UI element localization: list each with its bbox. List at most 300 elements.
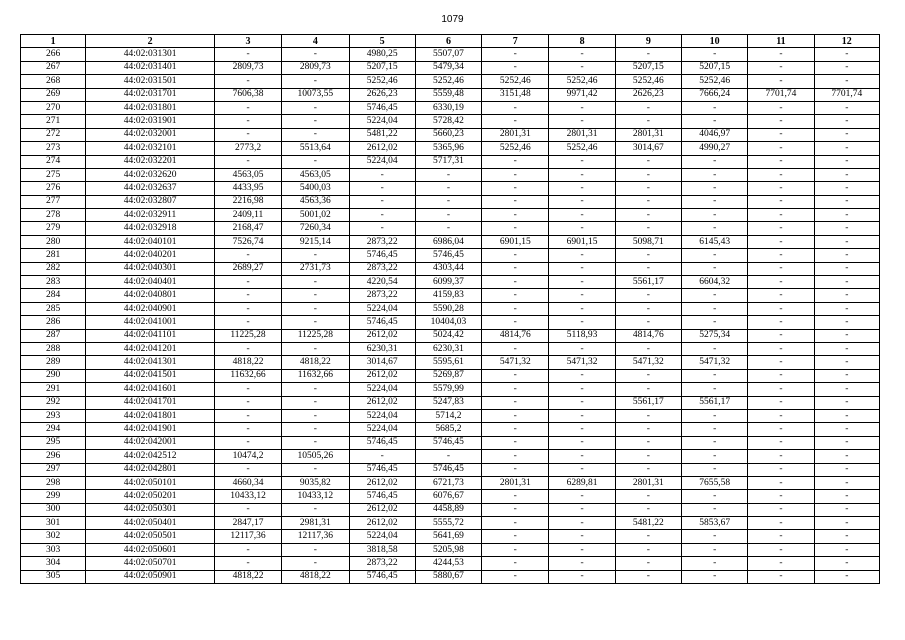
table-cell: 285 bbox=[21, 302, 86, 315]
table-cell: 300 bbox=[21, 503, 86, 516]
table-row bbox=[21, 249, 880, 262]
table-cell: 44:02:032807 bbox=[86, 195, 215, 208]
table-cell: 5481,22 bbox=[615, 517, 681, 530]
table-cell: - bbox=[482, 463, 549, 476]
table-cell: 44:02:041601 bbox=[86, 383, 215, 396]
table-cell: 44:02:031501 bbox=[86, 75, 215, 88]
table-cell: 277 bbox=[21, 195, 86, 208]
table-cell: 12117,36 bbox=[282, 530, 349, 543]
table-cell: 5224,04 bbox=[349, 530, 415, 543]
table-row bbox=[21, 342, 880, 355]
table-cell: - bbox=[282, 463, 349, 476]
table-cell: 2873,22 bbox=[349, 557, 415, 570]
table-cell: - bbox=[214, 289, 281, 302]
table-cell: 44:02:050501 bbox=[86, 530, 215, 543]
table-cell: - bbox=[814, 383, 879, 396]
table-cell: 44:02:050301 bbox=[86, 503, 215, 516]
table-cell: 4046,97 bbox=[682, 128, 748, 141]
table-cell: - bbox=[482, 342, 549, 355]
table-row bbox=[21, 222, 880, 235]
table-cell: - bbox=[482, 249, 549, 262]
table-cell: - bbox=[282, 155, 349, 168]
table-row bbox=[21, 530, 880, 543]
table-cell: 44:02:041801 bbox=[86, 409, 215, 422]
table-cell: 5252,46 bbox=[549, 75, 615, 88]
table-row bbox=[21, 570, 880, 583]
table-cell: 280 bbox=[21, 235, 86, 248]
table-cell: - bbox=[748, 195, 814, 208]
table-cell: 5247,83 bbox=[415, 396, 481, 409]
table-cell: - bbox=[748, 342, 814, 355]
data-table bbox=[20, 34, 880, 584]
table-cell: - bbox=[814, 75, 879, 88]
table-cell: - bbox=[549, 436, 615, 449]
table-cell: - bbox=[748, 276, 814, 289]
table-cell: 2626,23 bbox=[615, 88, 681, 101]
table-cell: 44:02:040301 bbox=[86, 262, 215, 275]
table-row bbox=[21, 195, 880, 208]
table-cell: - bbox=[282, 75, 349, 88]
table-cell: - bbox=[615, 369, 681, 382]
table-cell: - bbox=[482, 209, 549, 222]
table-cell: - bbox=[549, 530, 615, 543]
table-cell: - bbox=[482, 302, 549, 315]
table-cell: 2612,02 bbox=[349, 503, 415, 516]
table-cell: 44:02:042512 bbox=[86, 450, 215, 463]
table-cell: 4563,05 bbox=[282, 168, 349, 181]
table-cell: - bbox=[814, 235, 879, 248]
table-cell: - bbox=[748, 289, 814, 302]
table-cell: - bbox=[682, 423, 748, 436]
table-cell: 5224,04 bbox=[349, 409, 415, 422]
table-cell: 4660,34 bbox=[214, 476, 281, 489]
table-cell: 269 bbox=[21, 88, 86, 101]
table-cell: - bbox=[282, 557, 349, 570]
table-cell: - bbox=[748, 463, 814, 476]
table-cell: - bbox=[682, 530, 748, 543]
table-cell: - bbox=[415, 222, 481, 235]
table-row bbox=[21, 490, 880, 503]
table-cell: 6145,43 bbox=[682, 235, 748, 248]
table-cell: - bbox=[482, 262, 549, 275]
table-cell: 5561,17 bbox=[615, 396, 681, 409]
table-cell: 289 bbox=[21, 356, 86, 369]
table-cell: 5579,99 bbox=[415, 383, 481, 396]
table-cell: - bbox=[482, 182, 549, 195]
table-cell: - bbox=[814, 530, 879, 543]
table-cell: 273 bbox=[21, 142, 86, 155]
table-row bbox=[21, 61, 880, 74]
table-cell: - bbox=[482, 168, 549, 181]
table-cell: 2801,31 bbox=[615, 476, 681, 489]
table-cell: - bbox=[814, 409, 879, 422]
table-cell: - bbox=[748, 557, 814, 570]
table-cell: - bbox=[814, 463, 879, 476]
table-cell: 305 bbox=[21, 570, 86, 583]
table-cell: - bbox=[482, 409, 549, 422]
table-row bbox=[21, 209, 880, 222]
table-cell: 2873,22 bbox=[349, 289, 415, 302]
table-cell: - bbox=[549, 503, 615, 516]
table-cell: - bbox=[615, 436, 681, 449]
table-cell: 6230,31 bbox=[349, 342, 415, 355]
table-cell: 286 bbox=[21, 316, 86, 329]
table-cell: - bbox=[214, 383, 281, 396]
table-cell: 5224,04 bbox=[349, 155, 415, 168]
table-cell: - bbox=[549, 302, 615, 315]
table-cell: - bbox=[814, 570, 879, 583]
table-cell: - bbox=[549, 155, 615, 168]
table-cell: - bbox=[549, 342, 615, 355]
table-cell: - bbox=[814, 476, 879, 489]
table-cell: - bbox=[748, 302, 814, 315]
column-header: 4 bbox=[282, 35, 349, 48]
table-cell: - bbox=[748, 48, 814, 61]
table-cell: - bbox=[814, 342, 879, 355]
table-cell: - bbox=[748, 61, 814, 74]
table-cell: - bbox=[615, 302, 681, 315]
table-cell: 11632,66 bbox=[214, 369, 281, 382]
table-cell: - bbox=[482, 383, 549, 396]
table-cell: 5252,46 bbox=[482, 75, 549, 88]
table-cell: - bbox=[549, 182, 615, 195]
table-cell: 5118,93 bbox=[549, 329, 615, 342]
table-cell: - bbox=[549, 276, 615, 289]
column-header: 9 bbox=[615, 35, 681, 48]
table-cell: - bbox=[748, 222, 814, 235]
table-cell: 4303,44 bbox=[415, 262, 481, 275]
table-cell: - bbox=[748, 182, 814, 195]
table-cell: - bbox=[814, 142, 879, 155]
table-cell: 9035,82 bbox=[282, 476, 349, 489]
table-cell: 4990,27 bbox=[682, 142, 748, 155]
table-cell: 5513,64 bbox=[282, 142, 349, 155]
table-cell: 5685,2 bbox=[415, 423, 481, 436]
table-cell: 5207,15 bbox=[682, 61, 748, 74]
table-cell: 44:02:050101 bbox=[86, 476, 215, 489]
column-header: 2 bbox=[86, 35, 215, 48]
table-cell: 5561,17 bbox=[682, 396, 748, 409]
table-cell: 44:02:042801 bbox=[86, 463, 215, 476]
table-cell: 292 bbox=[21, 396, 86, 409]
table-cell: 5481,22 bbox=[349, 128, 415, 141]
table-cell: - bbox=[615, 316, 681, 329]
table-cell: - bbox=[748, 235, 814, 248]
table-cell: 293 bbox=[21, 409, 86, 422]
table-cell: - bbox=[814, 302, 879, 315]
table-cell: - bbox=[814, 369, 879, 382]
table-cell: - bbox=[549, 168, 615, 181]
table-row bbox=[21, 182, 880, 195]
table-cell: - bbox=[282, 316, 349, 329]
table-cell: 5559,48 bbox=[415, 88, 481, 101]
table-cell: 2626,23 bbox=[349, 88, 415, 101]
table-header-row bbox=[21, 35, 880, 48]
table-cell: - bbox=[682, 490, 748, 503]
table-cell: - bbox=[615, 557, 681, 570]
table-cell: 11632,66 bbox=[282, 369, 349, 382]
table-cell: - bbox=[615, 530, 681, 543]
table-cell: - bbox=[682, 262, 748, 275]
table-cell: - bbox=[682, 316, 748, 329]
table-cell: 5479,34 bbox=[415, 61, 481, 74]
table-cell: - bbox=[282, 115, 349, 128]
table-cell: - bbox=[748, 436, 814, 449]
table-cell: 5746,45 bbox=[349, 463, 415, 476]
table-cell: 44:02:041701 bbox=[86, 396, 215, 409]
table-cell: - bbox=[748, 543, 814, 556]
table-cell: 44:02:041201 bbox=[86, 342, 215, 355]
table-cell: - bbox=[214, 503, 281, 516]
table-cell: - bbox=[748, 249, 814, 262]
table-cell: - bbox=[748, 450, 814, 463]
table-cell: 270 bbox=[21, 101, 86, 114]
table-cell: - bbox=[814, 503, 879, 516]
table-cell: 5001,02 bbox=[282, 209, 349, 222]
table-cell: - bbox=[549, 517, 615, 530]
table-cell: 10433,12 bbox=[282, 490, 349, 503]
table-cell: - bbox=[549, 101, 615, 114]
table-cell: - bbox=[349, 209, 415, 222]
table-row bbox=[21, 517, 880, 530]
table-cell: - bbox=[482, 517, 549, 530]
table-cell: - bbox=[549, 570, 615, 583]
table-cell: - bbox=[615, 262, 681, 275]
table-row bbox=[21, 356, 880, 369]
table-cell: - bbox=[549, 490, 615, 503]
table-cell: 274 bbox=[21, 155, 86, 168]
table-cell: - bbox=[482, 195, 549, 208]
table-cell: - bbox=[349, 222, 415, 235]
table-row bbox=[21, 101, 880, 114]
table-cell: - bbox=[282, 342, 349, 355]
table-cell: 2801,31 bbox=[615, 128, 681, 141]
table-cell: 5275,34 bbox=[682, 329, 748, 342]
table-cell: - bbox=[549, 195, 615, 208]
column-header: 3 bbox=[214, 35, 281, 48]
table-cell: - bbox=[814, 276, 879, 289]
table-cell: - bbox=[482, 543, 549, 556]
table-cell: - bbox=[214, 276, 281, 289]
table-cell: - bbox=[214, 128, 281, 141]
table-cell: - bbox=[415, 182, 481, 195]
table-cell: - bbox=[482, 316, 549, 329]
table-cell: - bbox=[415, 195, 481, 208]
table-cell: - bbox=[814, 262, 879, 275]
table-cell: 5471,32 bbox=[682, 356, 748, 369]
table-cell: - bbox=[615, 570, 681, 583]
table-cell: 2612,02 bbox=[349, 369, 415, 382]
table-cell: - bbox=[282, 101, 349, 114]
column-header: 10 bbox=[682, 35, 748, 48]
table-cell: 267 bbox=[21, 61, 86, 74]
table-cell: - bbox=[549, 249, 615, 262]
table-cell: - bbox=[615, 342, 681, 355]
table-cell: 4814,76 bbox=[615, 329, 681, 342]
table-cell: 44:02:032001 bbox=[86, 128, 215, 141]
table-cell: 44:02:032101 bbox=[86, 142, 215, 155]
table-cell: - bbox=[482, 436, 549, 449]
table-cell: 5269,87 bbox=[415, 369, 481, 382]
table-cell: - bbox=[748, 209, 814, 222]
table-cell: 44:02:032911 bbox=[86, 209, 215, 222]
table-cell: - bbox=[682, 195, 748, 208]
table-cell: 302 bbox=[21, 530, 86, 543]
table-cell: 4563,05 bbox=[214, 168, 281, 181]
table-cell: 4818,22 bbox=[282, 356, 349, 369]
table-cell: - bbox=[549, 369, 615, 382]
table-cell: 5205,98 bbox=[415, 543, 481, 556]
table-cell: 44:02:040801 bbox=[86, 289, 215, 302]
table-cell: - bbox=[814, 61, 879, 74]
table-cell: - bbox=[682, 182, 748, 195]
table-cell: 4980,25 bbox=[349, 48, 415, 61]
table-cell: - bbox=[814, 182, 879, 195]
table-cell: - bbox=[814, 423, 879, 436]
table-cell: - bbox=[615, 209, 681, 222]
table-cell: - bbox=[748, 517, 814, 530]
table-cell: - bbox=[282, 423, 349, 436]
table-cell: - bbox=[748, 168, 814, 181]
table-cell: - bbox=[748, 369, 814, 382]
table-cell: - bbox=[814, 490, 879, 503]
table-cell: 3014,67 bbox=[349, 356, 415, 369]
table-cell: 5224,04 bbox=[349, 383, 415, 396]
table-cell: 6721,73 bbox=[415, 476, 481, 489]
table-cell: 4818,22 bbox=[214, 356, 281, 369]
table-cell: - bbox=[482, 570, 549, 583]
table-cell: 2612,02 bbox=[349, 517, 415, 530]
table-cell: - bbox=[615, 543, 681, 556]
table-cell: - bbox=[814, 209, 879, 222]
table-cell: - bbox=[748, 101, 814, 114]
table-cell: 44:02:050701 bbox=[86, 557, 215, 570]
table-cell: 44:02:040101 bbox=[86, 235, 215, 248]
table-row bbox=[21, 369, 880, 382]
table-cell: 5561,17 bbox=[615, 276, 681, 289]
table-cell: 2801,31 bbox=[482, 476, 549, 489]
table-cell: - bbox=[814, 101, 879, 114]
table-cell: 9971,42 bbox=[549, 88, 615, 101]
table-row bbox=[21, 168, 880, 181]
table-cell: - bbox=[349, 195, 415, 208]
table-cell: - bbox=[282, 409, 349, 422]
table-cell: - bbox=[814, 316, 879, 329]
table-row bbox=[21, 463, 880, 476]
table-cell: - bbox=[482, 396, 549, 409]
table-cell: - bbox=[482, 423, 549, 436]
table-cell: - bbox=[814, 450, 879, 463]
table-cell: 5365,96 bbox=[415, 142, 481, 155]
table-cell: - bbox=[682, 155, 748, 168]
table-cell: 294 bbox=[21, 423, 86, 436]
table-cell: - bbox=[814, 249, 879, 262]
table-cell: - bbox=[748, 570, 814, 583]
table-cell: - bbox=[482, 222, 549, 235]
table-cell: 278 bbox=[21, 209, 86, 222]
table-row bbox=[21, 289, 880, 302]
table-cell: 297 bbox=[21, 463, 86, 476]
table-cell: - bbox=[748, 396, 814, 409]
table-cell: 7701,74 bbox=[748, 88, 814, 101]
table-cell: 5252,46 bbox=[415, 75, 481, 88]
table-row bbox=[21, 142, 880, 155]
table-cell: - bbox=[482, 155, 549, 168]
table-cell: - bbox=[814, 222, 879, 235]
table-cell: 7606,38 bbox=[214, 88, 281, 101]
table-cell: 2773,2 bbox=[214, 142, 281, 155]
table-cell: - bbox=[482, 48, 549, 61]
table-cell: - bbox=[682, 436, 748, 449]
table-cell: 9215,14 bbox=[282, 235, 349, 248]
table-cell: 3014,67 bbox=[615, 142, 681, 155]
table-cell: 10433,12 bbox=[214, 490, 281, 503]
table-cell: 5400,03 bbox=[282, 182, 349, 195]
table-cell: 44:02:041001 bbox=[86, 316, 215, 329]
table-cell: 5641,69 bbox=[415, 530, 481, 543]
table-row bbox=[21, 302, 880, 315]
table-cell: - bbox=[682, 222, 748, 235]
table-cell: 4220,54 bbox=[349, 276, 415, 289]
table-cell: - bbox=[415, 168, 481, 181]
table-cell: - bbox=[549, 450, 615, 463]
table-cell: 44:02:031401 bbox=[86, 61, 215, 74]
table-cell: - bbox=[615, 101, 681, 114]
table-cell: - bbox=[615, 383, 681, 396]
table-cell: - bbox=[615, 490, 681, 503]
table-cell: 7655,58 bbox=[682, 476, 748, 489]
table-cell: - bbox=[615, 195, 681, 208]
table-cell: 2612,02 bbox=[349, 142, 415, 155]
table-cell: 5590,28 bbox=[415, 302, 481, 315]
table-cell: - bbox=[482, 115, 549, 128]
table-cell: - bbox=[682, 48, 748, 61]
table-cell: - bbox=[549, 396, 615, 409]
table-cell: - bbox=[482, 369, 549, 382]
table-cell: - bbox=[682, 383, 748, 396]
table-cell: - bbox=[748, 383, 814, 396]
table-cell: - bbox=[549, 463, 615, 476]
table-row bbox=[21, 476, 880, 489]
table-cell: 44:02:042001 bbox=[86, 436, 215, 449]
table-cell: 291 bbox=[21, 383, 86, 396]
table-cell: - bbox=[615, 289, 681, 302]
table-cell: - bbox=[349, 182, 415, 195]
table-cell: - bbox=[682, 168, 748, 181]
table-cell: - bbox=[748, 476, 814, 489]
table-cell: - bbox=[282, 249, 349, 262]
table-cell: - bbox=[549, 409, 615, 422]
table-cell: - bbox=[814, 289, 879, 302]
table-row bbox=[21, 262, 880, 275]
table-cell: 2612,02 bbox=[349, 329, 415, 342]
table-cell: 5714,2 bbox=[415, 409, 481, 422]
table-cell: 4458,89 bbox=[415, 503, 481, 516]
table-cell: - bbox=[214, 249, 281, 262]
table-cell: 12117,36 bbox=[214, 530, 281, 543]
table-cell: - bbox=[615, 48, 681, 61]
table-row bbox=[21, 409, 880, 422]
table-cell: - bbox=[482, 490, 549, 503]
table-cell: 2409,11 bbox=[214, 209, 281, 222]
table-row bbox=[21, 235, 880, 248]
table-cell: 5098,71 bbox=[615, 235, 681, 248]
table-cell: 44:02:032201 bbox=[86, 155, 215, 168]
table-cell: 7666,24 bbox=[682, 88, 748, 101]
table-cell: 301 bbox=[21, 517, 86, 530]
table-cell: 44:02:031301 bbox=[86, 48, 215, 61]
column-header: 6 bbox=[415, 35, 481, 48]
